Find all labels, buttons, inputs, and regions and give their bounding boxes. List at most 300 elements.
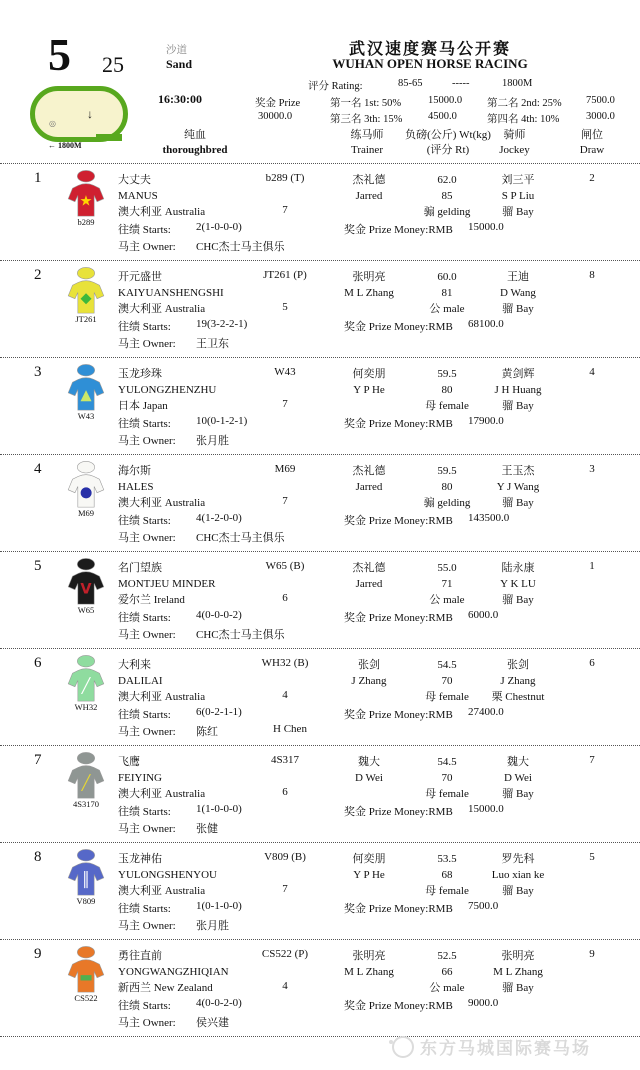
horse-age: 7 — [282, 398, 288, 410]
silk-brand-label: CS522 — [74, 993, 98, 1003]
prize-money-value: 7500.0 — [468, 900, 499, 912]
silk-icon — [64, 751, 108, 801]
horse-age: 4 — [282, 689, 288, 701]
page-title-cn: 武汉速度赛马公开赛 — [348, 41, 511, 58]
horse-age: 7 — [282, 495, 288, 507]
horse-name-block — [118, 851, 248, 899]
trainer-name-cn: 何奕朋 — [352, 368, 386, 380]
horse-name-block — [118, 657, 248, 705]
starts-value: 1(1-0-0-0) — [196, 803, 242, 815]
horse-age: 4 — [282, 980, 288, 992]
racecourse-logo-icon — [392, 1036, 414, 1058]
trainer-name-en: D Wei — [355, 772, 383, 784]
jockey-header-en: Jockey — [499, 144, 530, 156]
draw-header-cn: 闸位 — [581, 129, 603, 141]
horse-code: M69 — [274, 463, 296, 475]
jockey-name-en: Y K LU — [500, 578, 536, 590]
prize-money-value: 143500.0 — [468, 512, 510, 524]
track-direction-arrow-icon: ↓ — [87, 107, 93, 121]
prize-label: 奖金 Prize — [255, 98, 301, 109]
jockey-name-en: Y J Wang — [496, 481, 540, 493]
owner-value: 侯兴建 — [196, 1017, 229, 1029]
trainer-name-cn: 张明亮 — [352, 271, 386, 283]
silk-motif: ╱ — [81, 678, 91, 695]
jockey-block — [479, 172, 557, 220]
jockey-block — [479, 463, 557, 511]
horse-code: W65 (B) — [265, 560, 305, 572]
jockey-name-en: S P Liu — [501, 190, 535, 202]
prize-money-value: 6000.0 — [468, 609, 499, 621]
weight-block — [414, 269, 480, 317]
weight-value: 54.5 — [437, 659, 457, 671]
horse-name-block — [118, 269, 248, 317]
owner-label: 马主 Owner: — [118, 532, 176, 544]
trainer-block — [328, 366, 410, 398]
horse-name-en: HALES — [118, 481, 154, 493]
owner-label: 马主 Owner: — [118, 629, 176, 641]
trainer-name-cn: 杰礼德 — [352, 174, 386, 186]
horse-name-block — [118, 560, 248, 608]
horse-color: 栗 Chestnut — [491, 691, 545, 703]
owner-line — [118, 626, 285, 642]
draw-number: 6 — [589, 657, 595, 669]
trainer-name-en: J Zhang — [351, 675, 387, 687]
surface-label-cn: 沙道 — [166, 45, 187, 56]
silk-cap — [77, 558, 94, 570]
jockey-block — [479, 657, 557, 705]
breed-header-en: thoroughbred — [162, 144, 228, 156]
silk-cap — [77, 364, 94, 376]
table-row — [0, 746, 640, 843]
runner-number: 8 — [34, 849, 42, 865]
draw-number: 3 — [589, 463, 595, 475]
silk-cap — [77, 655, 94, 667]
owner-line — [118, 1014, 229, 1030]
prize-3rd-label: 第三名 3th: 15% — [330, 114, 403, 125]
starts-line — [118, 221, 242, 237]
silk-cap — [77, 267, 94, 279]
jockey-name-cn: 陆永康 — [501, 562, 535, 574]
table-row — [0, 552, 640, 649]
owner-value: 陈红 — [196, 726, 218, 738]
starts-line — [118, 900, 242, 916]
race-number: 5 — [48, 29, 71, 80]
starts-line — [118, 609, 242, 625]
starts-label: 往绩 Starts: — [118, 515, 171, 527]
prize-money-label: 奖金 Prize Money:RMB — [344, 612, 453, 624]
silk-brand-label: V809 — [76, 896, 96, 906]
jockey-name-en: D Wang — [500, 287, 536, 299]
draw-number: 4 — [589, 366, 595, 378]
horse-sex: 母 female — [425, 400, 469, 412]
runner-number: 7 — [34, 752, 42, 768]
silk-brand-label: W43 — [77, 411, 95, 421]
race-distance: 1800M — [502, 78, 533, 89]
silk-brand-label: W65 — [77, 605, 95, 615]
horse-origin: 爱尔兰 Ireland — [118, 594, 185, 606]
silk-cap — [77, 946, 94, 958]
starts-value: 4(0-0-2-0) — [196, 997, 242, 1009]
race-time: 16:30:00 — [158, 92, 202, 106]
weight-block — [414, 851, 480, 899]
rating-value: 68 — [441, 869, 453, 881]
silk-motif: ╱ — [81, 775, 91, 792]
horse-name-cn: 玉龙珍珠 — [118, 368, 162, 380]
owner-line — [118, 335, 229, 351]
runner-number: 2 — [34, 267, 42, 283]
horse-name-cn: 勇往直前 — [118, 950, 162, 962]
horse-name-cn: 海尔斯 — [118, 465, 151, 477]
footer — [0, 1030, 640, 1064]
rating-value: 66 — [441, 966, 453, 978]
prize-money-value: 27400.0 — [468, 706, 504, 718]
draw-number: 1 — [589, 560, 595, 572]
owner-line — [118, 238, 285, 254]
jockey-name-cn: 张剑 — [507, 659, 529, 671]
horse-name-en: KAIYUANSHENGSHI — [118, 287, 224, 299]
owner-label: 马主 Owner: — [118, 920, 176, 932]
horse-code: WH32 (B) — [261, 657, 309, 669]
weight-block — [414, 463, 480, 511]
silk-brand-label: 4S3170 — [73, 799, 99, 809]
silk-motif: ◆ — [80, 290, 92, 307]
page-title-en: WUHAN OPEN HORSE RACING — [332, 56, 528, 71]
weight-block — [414, 657, 480, 705]
jockey-block — [479, 948, 557, 996]
table-row — [0, 261, 640, 358]
prize-money-label: 奖金 Prize Money:RMB — [344, 1000, 453, 1012]
starts-value: 2(1-0-0-0) — [196, 221, 242, 233]
trainer-name-cn: 张明亮 — [352, 950, 386, 962]
horse-color: 骝 Bay — [502, 497, 534, 509]
rating-value: 81 — [441, 287, 453, 299]
starts-value: 1(0-1-0-0) — [196, 900, 242, 912]
prize-4th-label: 第四名 4th: 10% — [487, 114, 560, 125]
trainer-name-cn: 杰礼德 — [352, 562, 386, 574]
prize-money-value: 9000.0 — [468, 997, 499, 1009]
weight-value: 53.5 — [437, 853, 457, 865]
silk-motif: ▲ — [80, 387, 92, 404]
rating-value: 80 — [441, 384, 453, 396]
column-header-breed — [130, 128, 260, 158]
trainer-name-en: Jarred — [355, 578, 383, 590]
starts-line — [118, 706, 242, 722]
horse-name-en: MONTJEU MINDER — [118, 578, 216, 590]
trainer-name-en: M L Zhang — [344, 287, 394, 299]
prize-money-value: 68100.0 — [468, 318, 504, 330]
jockey-name-cn: 王迪 — [507, 271, 529, 283]
jockey-block — [479, 366, 557, 414]
trainer-name-cn: 魏大 — [358, 756, 380, 768]
silk-icon — [64, 654, 108, 704]
horse-origin: 澳大利亚 Australia — [118, 788, 206, 800]
horse-code: b289 (T) — [265, 172, 305, 184]
silk-icon — [64, 460, 108, 510]
owner-value: CHC杰士马主俱乐 — [196, 532, 285, 544]
prize-money-label: 奖金 Prize Money:RMB — [344, 903, 453, 915]
jockey-block — [479, 269, 557, 317]
silk-brand-label: JT261 — [75, 314, 97, 324]
trainer-block — [328, 269, 410, 301]
horse-name-en: DALILAI — [118, 675, 163, 687]
horse-age: 6 — [282, 592, 288, 604]
table-row — [0, 455, 640, 552]
horse-name-cn: 大利来 — [118, 659, 151, 671]
horse-color: 骝 Bay — [502, 982, 534, 994]
horse-code: CS522 (P) — [261, 948, 309, 960]
silk-icon — [64, 945, 108, 995]
horse-code: V809 (B) — [264, 851, 306, 863]
starts-label: 往绩 Starts: — [118, 806, 171, 818]
jockey-silk — [56, 654, 116, 712]
draw-number: 5 — [589, 851, 595, 863]
trainer-name-cn: 杰礼德 — [352, 465, 386, 477]
starts-label: 往绩 Starts: — [118, 321, 171, 333]
horse-sex: 母 female — [425, 885, 469, 897]
owner-label: 马主 Owner: — [118, 823, 176, 835]
starts-label: 往绩 Starts: — [118, 418, 171, 430]
owner-label: 马主 Owner: — [118, 435, 176, 447]
silk-motif: ★ — [79, 193, 93, 210]
weight-value: 52.5 — [437, 950, 457, 962]
trainer-name-en: Y P He — [353, 869, 385, 881]
weight-value: 60.0 — [437, 271, 457, 283]
owner-line — [118, 432, 229, 448]
weight-block — [414, 754, 480, 802]
draw-number: 9 — [589, 948, 595, 960]
starts-label: 往绩 Starts: — [118, 1000, 171, 1012]
table-row — [0, 358, 640, 455]
horse-sex: 母 female — [425, 788, 469, 800]
rating-value: 80 — [441, 481, 453, 493]
starts-label: 往绩 Starts: — [118, 903, 171, 915]
weight-header-sub: (评分 Rt) — [426, 144, 470, 156]
owner-value: CHC杰士马主俱乐 — [196, 241, 285, 253]
prize-money-label: 奖金 Prize Money:RMB — [344, 321, 453, 333]
horse-name-en: YONGWANGZHIQIAN — [118, 966, 229, 978]
horse-origin: 澳大利亚 Australia — [118, 497, 206, 509]
race-count: 25 — [102, 52, 124, 77]
horse-name-cn: 名门望族 — [118, 562, 162, 574]
draw-number: 7 — [589, 754, 595, 766]
prize-3rd-value: 4500.0 — [428, 111, 457, 122]
owner-line — [118, 820, 218, 836]
starts-value: 19(3-2-2-1) — [196, 318, 248, 330]
owner-line — [118, 529, 285, 545]
horse-origin: 澳大利亚 Australia — [118, 303, 206, 315]
silk-brand-label: M69 — [77, 508, 95, 518]
jockey-name-cn: 黄剑辉 — [501, 368, 535, 380]
column-header-jockey — [477, 128, 552, 158]
owner-line — [118, 917, 229, 933]
jockey-name-en: J H Huang — [494, 384, 542, 396]
jockey-silk — [56, 460, 116, 518]
horse-code: W43 — [274, 366, 296, 378]
owner-label: 马主 Owner: — [118, 241, 176, 253]
rating-value: 70 — [441, 675, 453, 687]
jockey-silk — [56, 557, 116, 615]
starts-value: 4(0-0-0-2) — [196, 609, 242, 621]
trainer-block — [328, 463, 410, 495]
rating-value: 85 — [441, 190, 453, 202]
jockey-name-cn: 王玉杰 — [501, 465, 535, 477]
prize-1st-value: 15000.0 — [428, 95, 463, 106]
horse-origin: 新西兰 New Zealand — [118, 982, 213, 994]
silk-cap — [77, 170, 94, 182]
horse-origin: 日本 Japan — [118, 400, 168, 412]
trainer-name-en: Y P He — [353, 384, 385, 396]
horse-sex: 骟 gelding — [423, 497, 471, 509]
horse-color: 骝 Bay — [502, 303, 534, 315]
silk-icon — [64, 557, 108, 607]
starts-value: 10(0-1-2-1) — [196, 415, 248, 427]
starts-label: 往绩 Starts: — [118, 709, 171, 721]
trainer-name-en: M L Zhang — [344, 966, 394, 978]
track-chute — [96, 134, 122, 141]
horse-code: 4S317 — [270, 754, 300, 766]
jockey-name-en: M L Zhang — [493, 966, 543, 978]
horse-color: 骝 Bay — [502, 788, 534, 800]
starts-line — [118, 997, 242, 1013]
draw-header-en: Draw — [579, 144, 605, 156]
runner-number: 6 — [34, 655, 42, 671]
runner-number: 3 — [34, 364, 42, 380]
starts-line — [118, 803, 242, 819]
prize-money-label: 奖金 Prize Money:RMB — [344, 418, 453, 430]
trainer-block — [328, 754, 410, 786]
starts-value: 6(0-2-1-1) — [196, 706, 242, 718]
prize-money-value: 17900.0 — [468, 415, 504, 427]
trainer-name-cn: 张剑 — [358, 659, 380, 671]
starts-line — [118, 415, 248, 431]
silk-icon — [64, 169, 108, 219]
silk-motif: ▬ — [79, 969, 93, 986]
horse-sex: 骟 gelding — [423, 206, 471, 218]
runner-number: 5 — [34, 558, 42, 574]
horse-age: 7 — [282, 883, 288, 895]
trainer-block — [328, 851, 410, 883]
owner-label: 马主 Owner: — [118, 338, 176, 350]
table-row — [0, 940, 640, 1037]
horse-name-cn: 大丈夫 — [118, 174, 151, 186]
jockey-silk — [56, 169, 116, 227]
weight-value: 54.5 — [437, 756, 457, 768]
weight-header-cn: 负磅(公斤) Wt(kg) — [405, 129, 491, 141]
jockey-name-cn: 张明亮 — [501, 950, 535, 962]
silk-motif: V — [80, 581, 92, 598]
runner-number: 9 — [34, 946, 42, 962]
silk-brand-label: b289 — [77, 217, 95, 227]
owner-value: CHC杰士马主俱乐 — [196, 629, 285, 641]
silk-cap — [77, 461, 94, 473]
silk-icon — [64, 848, 108, 898]
horse-color: 骝 Bay — [502, 206, 534, 218]
jockey-name-cn: 魏大 — [507, 756, 529, 768]
prize-money-label: 奖金 Prize Money:RMB — [344, 709, 453, 721]
prize-2nd-label: 第二名 2nd: 25% — [487, 98, 562, 109]
draw-number: 2 — [589, 172, 595, 184]
jockey-block — [479, 560, 557, 608]
horse-color: 骝 Bay — [502, 594, 534, 606]
prize-total: 30000.0 — [258, 111, 293, 122]
prize-money-label: 奖金 Prize Money:RMB — [344, 806, 453, 818]
owner-label: 马主 Owner: — [118, 726, 176, 738]
trainer-block — [328, 657, 410, 689]
starts-label: 往绩 Starts: — [118, 612, 171, 624]
owner-label: 马主 Owner: — [118, 1017, 176, 1029]
trainer-block — [328, 172, 410, 204]
trainer-name-en: Jarred — [355, 190, 383, 202]
weight-value: 55.0 — [437, 562, 457, 574]
runner-table — [0, 163, 640, 1037]
surface-label-en: Sand — [166, 57, 193, 71]
starts-value: 4(1-2-0-0) — [196, 512, 242, 524]
draw-number: 8 — [589, 269, 595, 281]
breed-header-cn: 纯血 — [184, 129, 206, 141]
horse-name-block — [118, 948, 248, 996]
prize-money-label: 奖金 Prize Money:RMB — [344, 224, 453, 236]
rating-dash: ----- — [452, 78, 470, 89]
weight-value: 62.0 — [437, 174, 457, 186]
horse-name-cn: 玉龙神佑 — [118, 853, 162, 865]
jockey-block — [479, 851, 557, 899]
weight-block — [414, 948, 480, 996]
runner-number: 4 — [34, 461, 42, 477]
horse-age: 5 — [282, 301, 288, 313]
trainer-block — [328, 948, 410, 980]
silk-motif: ║ — [81, 872, 91, 889]
jockey-block — [479, 754, 557, 802]
horse-name-en: YULONGZHENZHU — [118, 384, 217, 396]
jockey-silk — [56, 848, 116, 906]
starts-label: 往绩 Starts: — [118, 224, 171, 236]
horse-origin: 澳大利亚 Australia — [118, 885, 206, 897]
horse-color: 骝 Bay — [502, 400, 534, 412]
track-distance-label: ← 1800M — [48, 141, 82, 150]
silk-icon — [64, 266, 108, 316]
trainer-name-en: Jarred — [355, 481, 383, 493]
prize-1st-label: 第一名 1st: 50% — [330, 98, 402, 109]
jockey-name-cn: 刘三平 — [501, 174, 535, 186]
rating-value: 70 — [441, 772, 453, 784]
prize-4th-value: 3000.0 — [586, 111, 615, 122]
horse-origin: 澳大利亚 Australia — [118, 691, 206, 703]
jockey-silk — [56, 945, 116, 1003]
jockey-header-cn: 骑师 — [503, 129, 526, 141]
jockey-name-en: D Wei — [504, 772, 532, 784]
horse-sex: 母 female — [425, 691, 469, 703]
owner-value: 王卫东 — [196, 338, 229, 350]
horse-name-block — [118, 754, 248, 802]
jockey-name-cn: 罗先科 — [501, 853, 535, 865]
jockey-silk — [56, 751, 116, 809]
trainer-header-cn: 练马师 — [350, 129, 384, 141]
prize-money-value: 15000.0 — [468, 221, 504, 233]
owner-value: 张健 — [196, 823, 218, 835]
rating-label: 评分 Rating: — [308, 81, 363, 92]
table-row — [0, 163, 640, 261]
horse-name-cn: 飞鹰 — [118, 756, 140, 768]
prize-money-label: 奖金 Prize Money:RMB — [344, 515, 453, 527]
horse-origin: 澳大利亚 Australia — [118, 206, 206, 218]
column-header-draw — [562, 128, 622, 158]
runner-number: 1 — [34, 170, 42, 186]
jockey-silk — [56, 266, 116, 324]
horse-name-cn: 开元盛世 — [118, 271, 162, 283]
prize-2nd-value: 7500.0 — [586, 95, 615, 106]
horse-name-block — [118, 172, 248, 220]
silk-motif: ● — [79, 484, 93, 501]
